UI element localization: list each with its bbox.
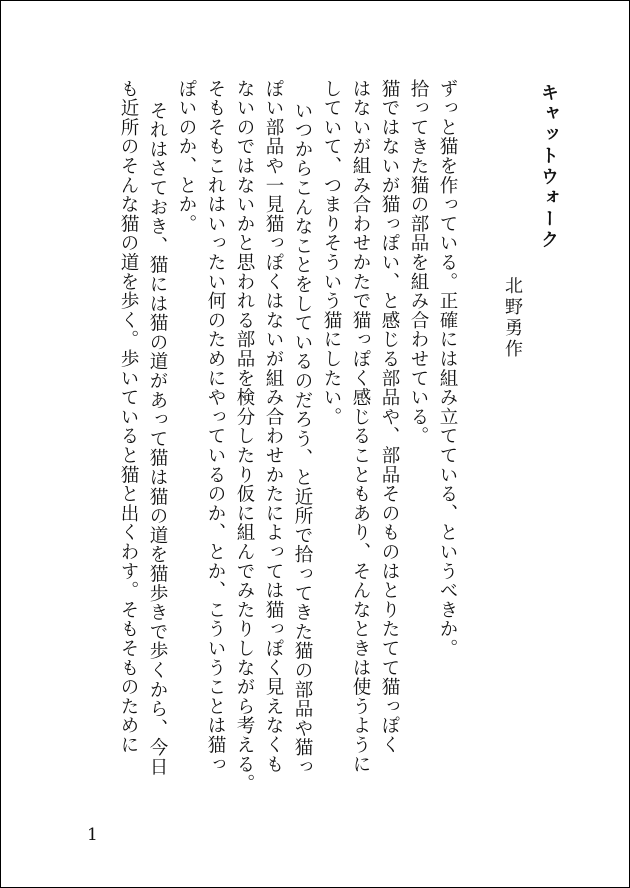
body-line: ぽいのか、とか。 — [176, 79, 197, 234]
body-line: ずっと猫を作っている。正確には組み立てている、というべきか。 — [437, 79, 458, 658]
body-line: それはさておき、猫には猫の道があって猫は猫の道を猫歩きで歩くから、今日 — [147, 101, 168, 777]
body-line: いつからこんなことをしているのだろう、と近所で拾ってきた猫の部品や猫っ — [292, 101, 313, 777]
body-line: 猫ではないが猫っぽい、と感じる部品や、部品そのものはとりたてて猫っぽく — [379, 79, 400, 755]
author-name: 北野勇作 — [502, 276, 523, 360]
body-line: も近所のそんな猫の道を歩く。歩いていると猫と出くわす。そもそものために — [118, 79, 139, 755]
body-line: そもそもこれはいったい何のためにやっているのか、とか、こういうことは猫っ — [205, 79, 226, 774]
page-number: 1 — [87, 825, 98, 845]
body-line: ぽい部品や一見猫っぽくはないが組み合わせかたによっては猫っぽく見えなくも — [263, 79, 284, 774]
body-line: はないが組み合わせかたで猫っぽく感じることもあり、そんなときは使うように — [350, 79, 371, 774]
body-line: 拾ってきた猫の部品を組み合わせている。 — [408, 79, 429, 446]
body-line: していて、つまりそういう猫にしたい。 — [321, 79, 342, 427]
body-line: ないのではないかと思われる部品を検分したり仮に組んでみたりしながら考える。 — [234, 79, 255, 794]
story-title: キャットウォーク — [538, 83, 559, 251]
